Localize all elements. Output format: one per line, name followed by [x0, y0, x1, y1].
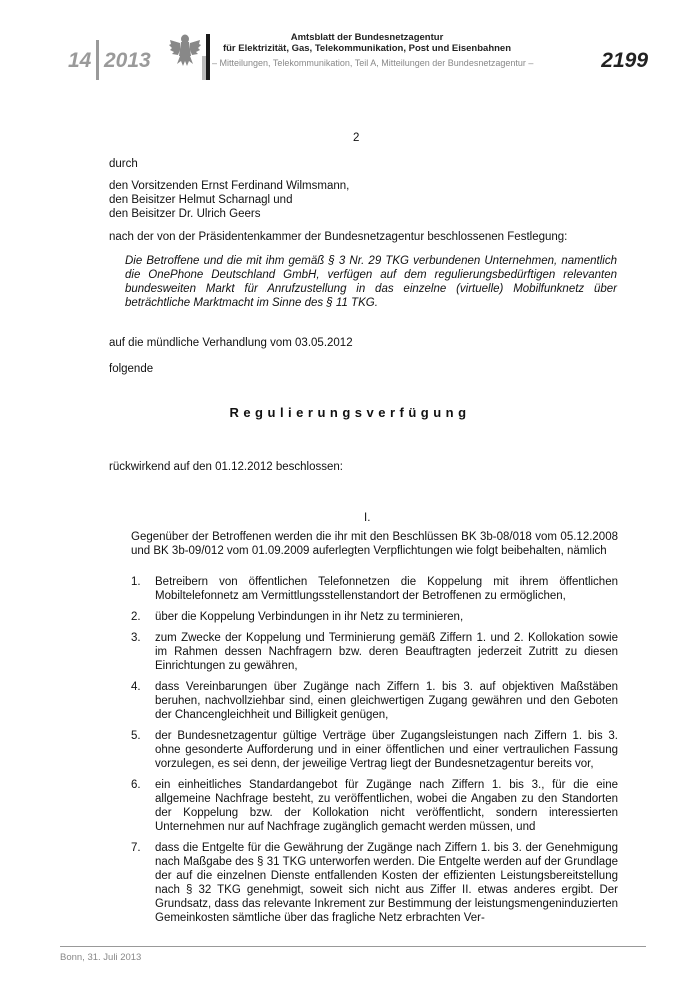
durch-text: durch [109, 158, 138, 170]
gazette-subtitle: – Mitteilungen, Telekommunikation, Teil A, Mitteilungen der Bundesnetzagentur – [212, 58, 534, 68]
header-black-bar [206, 34, 210, 80]
gazette-title-line1: Amtsblatt der Bundesnetzagentur [290, 32, 444, 43]
member-line: den Beisitzer Dr. Ulrich Geers [109, 208, 261, 220]
list-item-number: 6. [131, 779, 141, 791]
footer-divider [60, 946, 646, 947]
list-item-text: über die Koppelung Verbindungen in ihr Netz zu terminieren, [155, 611, 464, 623]
list-item-number: 7. [131, 842, 141, 854]
list-item [131, 729, 618, 771]
folgende-text: folgende [109, 363, 154, 375]
list-item [131, 575, 618, 603]
festlegung-intro: nach der von der Präsidentenkammer der Bundesnetzagentur beschlossenen Festlegung: [109, 231, 568, 243]
list-item-text: der Bundesnetzagentur gültige Verträge über Zugangsleistungen nach Ziffern 1. bis 3. ohne gesonderte Aufforderung und in einer öffentlichen und einer vertraulichen Fassung vorzulegen, es sei denn, der jeweilige Vertrag liegt der Bundesnetzagentur bereits vor, [155, 730, 618, 770]
list-item-text: Betreibern von öffentlichen Telefonnetzen die Koppelung mit ihrem öffentlichen Mobiltelefonnetz am Vermittlungsstellenstandort der Betroffenen zu ermöglichen, [155, 576, 618, 602]
list-item-text: dass die Entgelte für die Gewährung der Zugänge nach Ziffern 1. bis 3. der Genehmigung nach Maßgabe des § 31 TKG unterworfen werden. Die Entgelte werden auf der Grundlage der auf die einzelnen Dienste entfallenden Kosten der effizienten Leistungsbereitstellung nach § 32 TKG genehmigt, soweit sich nicht aus Ziffer II. etwas anderes ergibt. Der Grundsatz, dass das relevante Inkrement zur Bestimmung der leistungsmengeninduzierten Gemeinkosten sämtliche über das fragliche Netz erbrachten Ver- [155, 842, 618, 924]
ruling-title: Regulierungsverfügung [229, 405, 471, 420]
list-item-number: 2. [131, 611, 141, 623]
gazette-title [212, 32, 522, 54]
hearing-date: auf die mündliche Verhandlung vom 03.05.2012 [109, 337, 353, 349]
member-line: den Beisitzer Helmut Scharnagl und [109, 194, 293, 206]
list-item [131, 631, 618, 673]
list-item-number: 3. [131, 632, 141, 644]
section-heading: I. [364, 512, 371, 524]
list-item [131, 778, 618, 834]
list-item-text: ein einheitliches Standardangebot für Zugänge nach Ziffern 1. bis 3., für die eine allgemeine Nachfrage besteht, zu veröffentlichen, wobei die Angaben zu den Standorten der Koppelung bzw. der Kollokation nicht veröffentlicht, sondern interessierten Unternehmen nur auf Nachfrage zugänglich gemacht werden müssen, und [155, 779, 618, 833]
gazette-title-line2: für Elektrizität, Gas, Telekommunikation, Post und Eisenbahnen [222, 43, 512, 54]
chamber-members [109, 179, 349, 221]
list-item [131, 680, 618, 722]
list-item-number: 5. [131, 730, 141, 742]
list-item [131, 610, 618, 624]
list-item-text: dass Vereinbarungen über Zugänge nach Ziffern 1. bis 3. auf objektiven Maßstäben beruhen, nachvollziehbar sind, einen gleichwertigen Zugang gewähren und den Geboten der Chancengleichheit und Billigkeit genügen, [155, 681, 618, 721]
federal-eagle-icon [168, 30, 202, 70]
list-item-text: zum Zwecke der Koppelung und Terminierung gemäß Ziffern 1. und 2. Kollokation sowie im Rahmen dessen Nachfragern bzw. deren Beauftragten jederzeit Zutritt zu diesen Einrichtungen zu gewähren, [155, 632, 618, 672]
festlegung-text: Die Betroffene und die mit ihm gemäß § 3 Nr. 29 TKG verbundenen Unternehmen, namentlich die OnePhone Deutschland GmbH, verfügen auf dem regulierungsbedürftigen relevanten bundesweiten Markt für Anrufzustellung in das einzelne (virtuelle) Mobilfunknetz über beträchtliche Marktmacht im Sinne des § 11 TKG. [125, 255, 617, 309]
list-item-number: 4. [131, 681, 141, 693]
header-grey-bar [202, 56, 206, 80]
header-divider [96, 40, 99, 80]
list-item [131, 841, 618, 925]
member-line: den Vorsitzenden Ernst Ferdinand Wilmsmann, [109, 180, 350, 192]
page-number: 2199 [601, 49, 648, 72]
issue-year: 2013 [104, 49, 151, 72]
footer-place-date: Bonn, 31. Juli 2013 [60, 952, 142, 963]
issue-number: 14 [68, 49, 92, 72]
obligations-list [131, 575, 618, 932]
page-marker: 2 [353, 132, 360, 144]
retroactive-text: rückwirkend auf den 01.12.2012 beschlossen: [109, 461, 343, 473]
section-intro: Gegenüber der Betroffenen werden die ihr mit den Beschlüssen BK 3b-08/018 vom 05.12.2008 und BK 3b-09/012 vom 01.09.2009 auferlegten Verpflichtungen wie folgt beibehalten, nämlich [131, 531, 618, 557]
list-item-number: 1. [131, 576, 141, 588]
